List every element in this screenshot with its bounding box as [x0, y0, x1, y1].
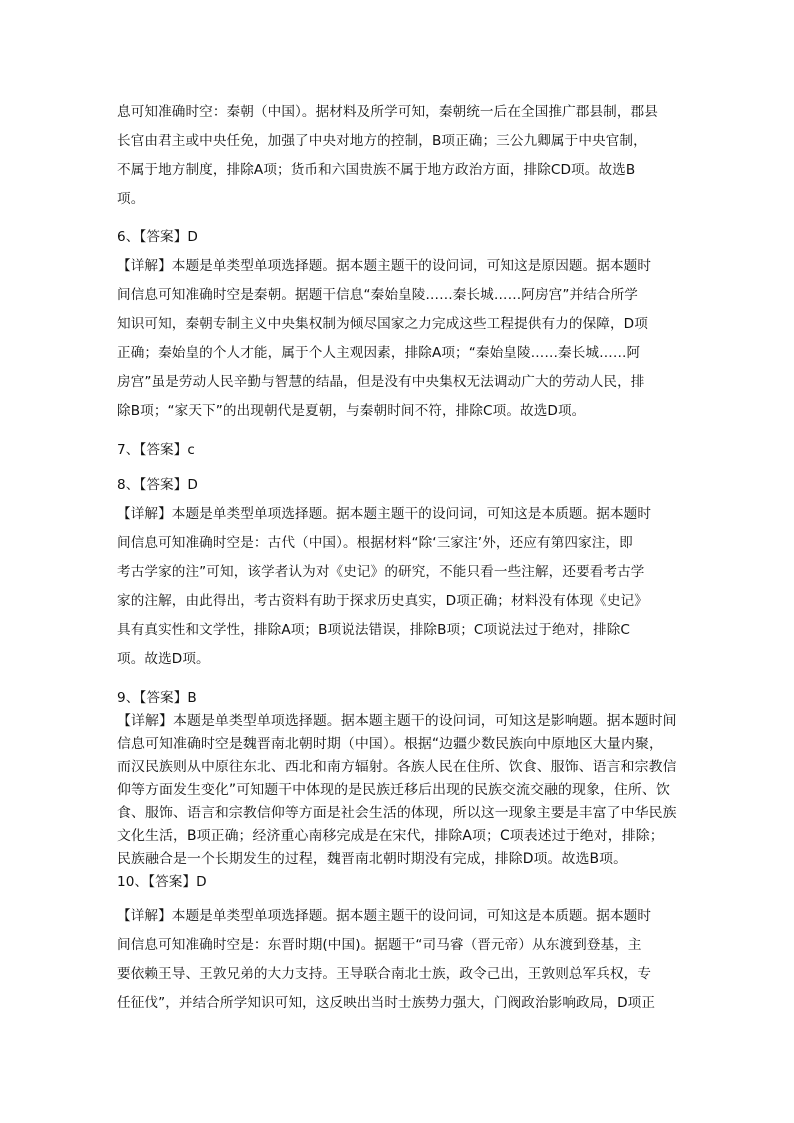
text-line: 间信息可知准确时空是秦朝。据题干信息“秦始皇陵……秦长城……阿房宫”并结合所学 — [117, 287, 638, 303]
text-line: 信息可知准确时空是魏晋南北朝时期（中国）。根据“边疆少数民族向中原地区大量内聚， — [117, 736, 663, 752]
text-line: 【详解】本题是单类型单项选择题。据本题主题干的设问词，可知这是原因题。据本题时 — [117, 258, 652, 274]
text-line: 项。故选D项。 — [117, 651, 210, 667]
text-line: 食、服饰、语言和宗教信仰等方面是社会生活的体现，所以这一现象主要是丰富了中华民族 — [117, 805, 677, 821]
text-line: 而汉民族则从中原往东北、西北和南方辐射。各族人民在住所、饮食、服饰、语言和宗教信 — [117, 759, 677, 775]
text-line: 【详解】本题是单类型单项选择题。据本题主题干的设问词，可知这是本质题。据本题时 — [117, 908, 652, 924]
text-line: 要依赖王导、王敦兄弟的大力支持。王导联合南北士族，政令己出，王敦则总军兵权，专 — [117, 966, 652, 982]
text-line: 间信息可知准确时空是：古代（中国）。根据材料“除‘三家注’外，还应有第四家注，即 — [117, 535, 633, 551]
answer-heading: 8、【答案】D — [117, 477, 198, 493]
text-line: 长官由君主或中央任免，加强了中央对地方的控制，B项正确；三公九卿属于中央官制， — [117, 133, 647, 149]
text-line: 知识可知，秦朝专制主义中央集权制为倾尽国家之力完成这些工程提供有力的保障，D项 — [117, 316, 648, 332]
answer-heading: 6、【答案】D — [117, 229, 198, 245]
text-line: 考古学家的注”可知，该学者认为对《史记》的研究，不能只看一些注解，还要看考古学 — [117, 564, 645, 580]
text-line: 间信息可知准确时空是：东晋时期(中国)。据题干“司马睿（晋元帝）从东渡到登基，主 — [117, 937, 642, 953]
text-line: 除B项；“家天下”的出现朝代是夏朝，与秦朝时间不符，排除C项。故选D项。 — [117, 403, 586, 419]
answer-heading: 7、【答案】c — [117, 442, 195, 458]
text-line: 文化生活，B项正确；经济重心南移完成是在宋代，排除A项；C项表述过于绝对，排除； — [117, 828, 664, 844]
text-line: 项。 — [117, 191, 145, 207]
text-line: 房宫”虽是劳动人民辛勤与智慧的结晶，但是没有中央集权无法调动广大的劳动人民，排 — [117, 374, 645, 390]
text-line: 【详解】本题是单类型单项选择题。据本题主题干的设问词，可知这是影响题。据本题时间 — [117, 713, 677, 729]
text-line: 任征伐”，并结合所学知识可知，这反映出当时士族势力强大，门阀政治影响政局，D项正 — [117, 995, 656, 1011]
answer-heading: 9、【答案】B — [117, 690, 197, 706]
text-line: 正确；秦始皇的个人才能，属于个人主观因素，排除A项；“秦始皇陵……秦长城……阿 — [117, 345, 641, 361]
text-line: 息可知准确时空：秦朝（中国）。据材料及所学可知，秦朝统一后在全国推广郡县制，郡县 — [117, 104, 658, 120]
text-line: 仰等方面发生变化”可知题干中体现的是民族迁移后出现的民族交流交融的现象，住所、饮 — [117, 782, 670, 798]
answer-heading: 10、【答案】D — [117, 874, 207, 890]
text-line: 具有真实性和文学性，排除A项；B项说法错误，排除B项；C项说法过于绝对，排除C — [117, 622, 631, 638]
text-line: 家的注解，由此得出，考古资料有助于探求历史真实，D项正确；材料没有体现《史记》 — [117, 593, 648, 609]
text-line: 民族融合是一个长期发生的过程，魏晋南北朝时期没有完成，排除D项。故选B项。 — [117, 851, 628, 867]
text-line: 不属于地方制度，排除A项；货币和六国贵族不属于地方政治方面，排除CD项。故选B — [117, 162, 636, 178]
text-line: 【详解】本题是单类型单项选择题。据本题主题干的设问词，可知这是本质题。据本题时 — [117, 506, 652, 522]
